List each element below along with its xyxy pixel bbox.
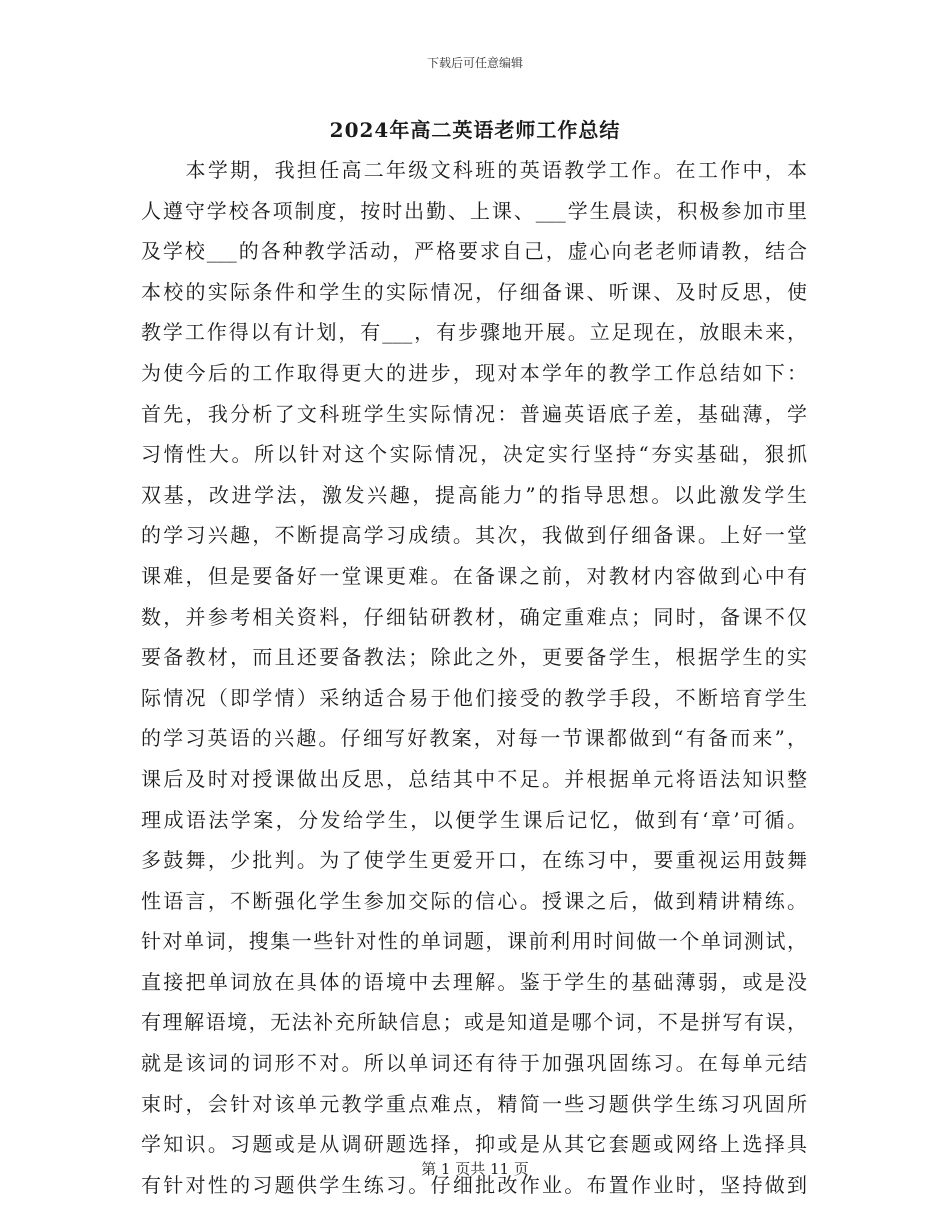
document-title: 2024年高二英语老师工作总结	[329, 118, 621, 142]
paragraph-line: 际情况（即学情）采纳适合易于他们接受的教学手段，不断培育学生	[141, 685, 807, 710]
paragraph-line: 的学习兴趣，不断提高学习成绩。其次，我做到仔细备课。上好一堂	[141, 523, 807, 548]
document-body	[141, 150, 807, 1205]
paragraph-line: 及学校___的各种教学活动，严格要求自己，虚心向老老师请教，结合	[141, 239, 807, 264]
paragraph-line: 就是该词的词形不对。所以单词还有待于加强巩固练习。在每单元结	[141, 1051, 807, 1076]
paragraph-line: 教学工作得以有计划，有___，有步骤地开展。立足现在，放眼未来，	[141, 320, 807, 345]
paragraph-line: 课难，但是要备好一堂课更难。在备课之前，对教材内容做到心中有	[141, 563, 807, 588]
paragraph-line: 针对单词，搜集一些针对性的单词题，课前利用时间做一个单词测试，	[141, 929, 807, 954]
paragraph-line: 数，并参考相关资料，仔细钻研教材，确定重难点；同时，备课不仅	[141, 604, 807, 629]
paragraph-line: 有针对性的习题供学生练习。仔细批改作业。布置作业时，坚持做到	[141, 1172, 807, 1197]
paragraph-line: 习惰性大。所以针对这个实际情况，决定实行坚持“夯实基础，狠抓	[141, 442, 807, 467]
paragraph-line: 课后及时对授课做出反思，总结其中不足。并根据单元将语法知识整	[141, 766, 807, 791]
paragraph-line: 束时，会针对该单元教学重点难点，精简一些习题供学生练习巩固所	[141, 1091, 807, 1116]
page-header: 下载后可任意编辑	[426, 56, 523, 70]
paragraph-line: 理成语法学案，分发给学生，以便学生课后记忆，做到有‘章’可循。	[141, 807, 807, 832]
paragraph-line: 有理解语境，无法补充所缺信息；或是知道是哪个词，不是拼写有误，	[141, 1010, 807, 1035]
paragraph-line: 要备教材，而且还要备教法；除此之外，更要备学生，根据学生的实	[141, 645, 807, 670]
paragraph-line: 本学期，我担任高二年级文科班的英语教学工作。在工作中，本	[141, 158, 807, 182]
paragraph-line: 首先，我分析了文科班学生实际情况：普遍英语底子差，基础薄，学	[141, 401, 807, 426]
paragraph-line: 人遵守学校各项制度，按时出勤、上课、___学生晨读，积极参加市里	[141, 198, 807, 223]
paragraph-line: 多鼓舞，少批判。为了使学生更爱开口，在练习中，要重视运用鼓舞	[141, 848, 807, 873]
paragraph-line: 为使今后的工作取得更大的进步，现对本学年的教学工作总结如下：	[141, 360, 807, 385]
paragraph-line: 直接把单词放在具体的语境中去理解。鉴于学生的基础薄弱，或是没	[141, 969, 807, 994]
paragraph-line: 学知识。习题或是从调研题选择，抑或是从其它套题或网络上选择具	[141, 1132, 807, 1157]
page-footer: 第 1 页共 11 页	[421, 1160, 529, 1178]
paragraph-line: 性语言，不断强化学生参加交际的信心。授课之后，做到精讲精练。	[141, 888, 807, 913]
paragraph-line: 的学习英语的兴趣。仔细写好教案，对每一节课都做到“有备而来”，	[141, 726, 807, 751]
paragraph-line: 本校的实际条件和学生的实际情况，仔细备课、听课、及时反思，使	[141, 279, 807, 304]
paragraph-line: 双基，改进学法，激发兴趣，提高能力”的指导思想。以此激发学生	[141, 482, 807, 507]
